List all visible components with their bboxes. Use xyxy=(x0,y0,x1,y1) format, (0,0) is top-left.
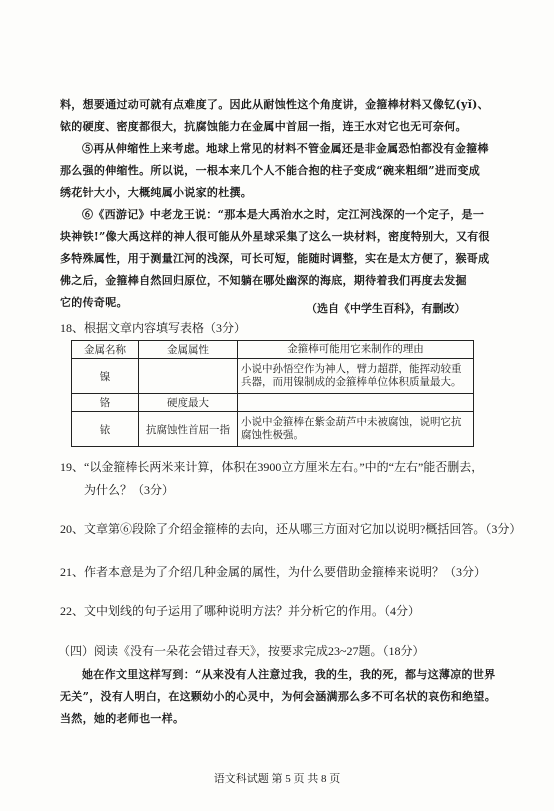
metal-property-cell: 抗腐蚀性首屈一指 xyxy=(139,412,238,447)
metal-name-cell: 铬 xyxy=(72,394,139,412)
passage-line: ⑥《西游记》中老龙王说：“那本是大禹治水之时，定江河浅深的一个定子，是一 xyxy=(82,208,485,221)
metal-properties-table xyxy=(71,340,474,447)
table-row xyxy=(72,412,474,447)
section-4-heading: （四）阅读《没有一朵花会错过春天》，按要求完成23~27题。（18分） xyxy=(58,644,425,658)
section-4-line: 无关”，没有人明白，在这颗幼小的心灵中，为何会涵满那么多不可名状的哀伤和绝望。 xyxy=(60,690,497,703)
passage-line: 它的传奇呢。 xyxy=(60,296,128,309)
passage-line: 铱的硬度、密度都很大，抗腐蚀能力在金属中首屈一指，连王水对它也无可奈何。 xyxy=(60,120,467,133)
reason-cell[interactable] xyxy=(238,394,474,412)
question-19-line2: 为什么？（3分） xyxy=(84,483,175,497)
passage-line: 料，想要通过动可就有点难度了。因此从耐蚀性这个角度讲，金箍棒材料又像钇(yǐ)、 xyxy=(60,98,489,111)
metal-property-cell[interactable] xyxy=(139,359,238,394)
metal-property-cell: 硬度最大 xyxy=(139,394,238,412)
passage-source: （选自《中学生百科》，有删改） xyxy=(306,302,466,315)
section-4-line: 当然，她的老师也一样。 xyxy=(60,712,185,725)
page-footer: 语文科试题 第 5 页 共 8 页 xyxy=(213,773,341,785)
metal-name-cell: 镍 xyxy=(72,359,139,394)
question-21: 21、作者本意是为了介绍几种金属的属性，为什么要借助金箍棒来说明？（3分） xyxy=(60,565,487,579)
table-header: 金箍棒可能用它来制作的理由 xyxy=(238,341,474,359)
question-19-line1: 19、“以金箍棒长两米来计算，体积在3900立方厘米左右。”中的“左右”能否删去， xyxy=(60,460,484,474)
reason-cell: 小说中孙悟空作为神人，臂力超群，能挥动较重兵器，而用镍制成的金箍棒单位体积质量最大。 xyxy=(238,359,474,394)
table-header: 金属属性 xyxy=(139,341,238,359)
metal-name-cell: 铱 xyxy=(72,412,139,447)
passage-line: 绣花针大小，大概纯属小说家的杜撰。 xyxy=(60,186,253,199)
passage-line: ⑤再从伸缩性上来考虑。地球上常见的材料不管金属还是非金属恐怕都没有金箍棒 xyxy=(82,142,489,155)
table-row xyxy=(72,394,474,412)
reason-cell: 小说中金箍棒在紫金葫芦中未被腐蚀，说明它抗腐蚀性极强。 xyxy=(238,412,474,447)
question-18-prompt: 18、根据文章内容填写表格（3分） xyxy=(60,321,247,335)
passage-line: 块神铁!”像大禹这样的神人很可能从外星球采集了这么一块材料，密度特别大，又有很 xyxy=(60,230,490,243)
table-row xyxy=(72,359,474,394)
passage-line: 佛之后，金箍棒自然回归原位，不知躺在哪处幽深的海底，期待着我们再度去发掘 xyxy=(60,274,467,287)
section-4-line: 她在作文里这样写到：“从来没有人注意过我，我的生，我的死，都与这薄凉的世界 xyxy=(82,668,496,681)
question-20: 20、文章第⑥段除了介绍金箍棒的去向，还从哪三方面对它加以说明?概括回答。（3分） xyxy=(60,522,522,536)
passage-line: 多特殊属性，用于测量江河的浅深，可长可短，能随时调整，实在是太方便了，猴哥成 xyxy=(60,252,490,265)
passage-line: 那么强的伸缩性。所以说，一根本来几个人不能合抱的柱子变成“碗来粗细”进而变成 xyxy=(60,164,481,177)
table-header: 金属名称 xyxy=(72,341,139,359)
question-22: 22、文中划线的句子运用了哪种说明方法？并分析它的作用。（4分） xyxy=(60,604,421,618)
table-header-row xyxy=(72,341,474,359)
